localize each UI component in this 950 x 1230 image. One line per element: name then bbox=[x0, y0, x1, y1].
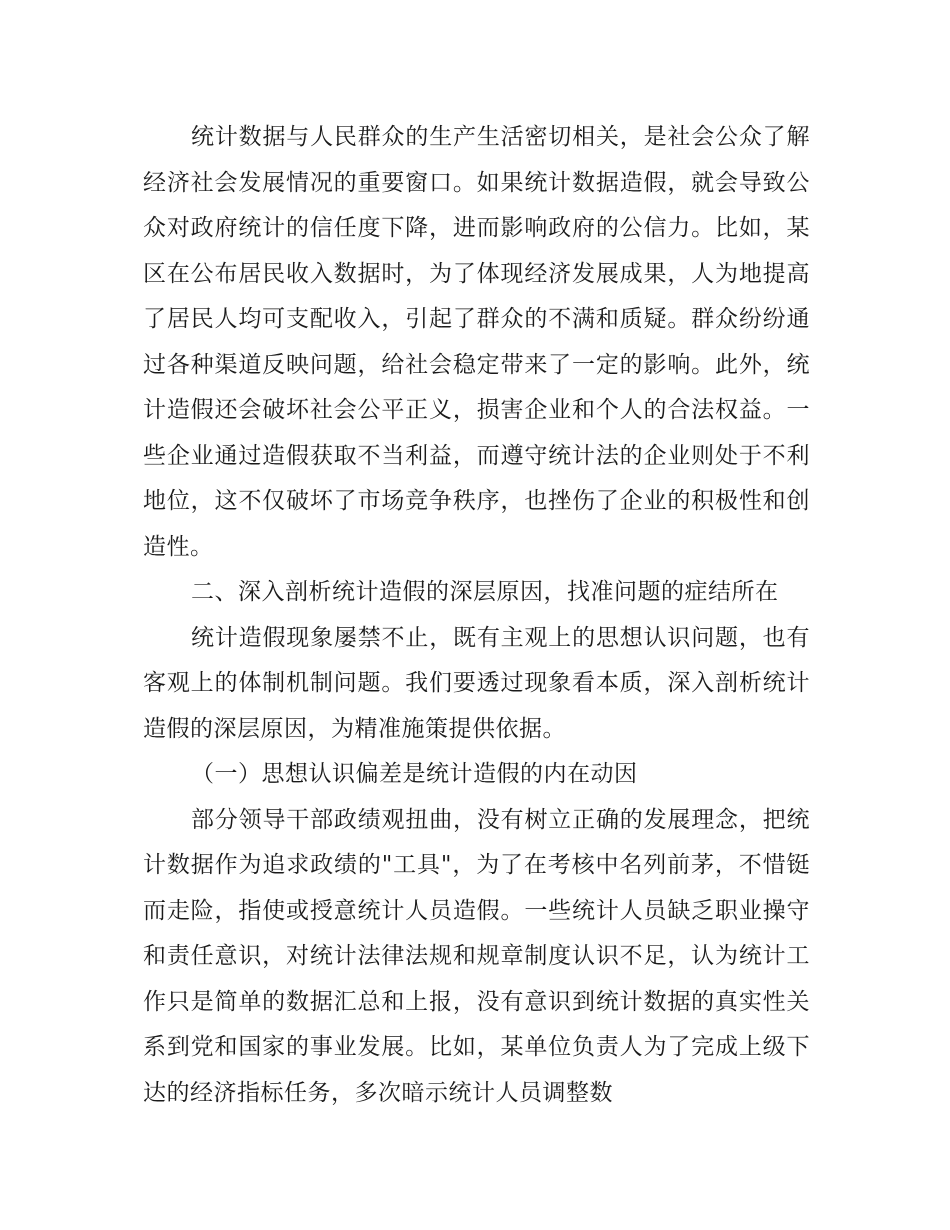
subsection-heading-ideological-bias: （一）思想认识偏差是统计造假的内在动因 bbox=[191, 761, 638, 787]
section-heading-deep-causes: 二、深入剖析统计造假的深层原因，找准问题的症结所在 bbox=[191, 579, 779, 605]
paragraph-statistics-public-trust: 统计数据与人民群众的生产生活密切相关，是社会公众了解经济社会发展情况的重要窗口。如果统计数据造假，就会导致公众对政府统计的信任度下降，进而影响政府的公信力。比如，某区在公布居民收入数据时，为了体现经济发展成果，人为地提高了居民人均可支配收入，引起了群众的不满和质疑。群众纷纷通过各种渠道反映问题，给社会稳定带来了一定的影响。此外，统计造假还会破坏社会公平正义，损害企业和个人的合法权益。一些企业通过造假获取不当利益，而遵守统计法的企业则处于不利地位，这不仅破坏了市场竞争秩序，也挫伤了企业的积极性和创造性。 bbox=[143, 124, 810, 560]
paragraph-causes-intro: 统计造假现象屡禁不止，既有主观上的思想认识问题，也有客观上的体制机制问题。我们要透过现象看本质，深入剖析统计造假的深层原因，为精准施策提供依据。 bbox=[143, 624, 810, 742]
document-body bbox=[143, 115, 810, 1116]
paragraph-performance-view: 部分领导干部政绩观扭曲，没有树立正确的发展理念，把统计数据作为追求政绩的"工具"，为了在考核中名列前茅，不惜铤而走险，指使或授意统计人员造假。一些统计人员缺乏职业操守和责任意识，对统计法律法规和规章制度认识不足，认为统计工作只是简单的数据汇总和上报，没有意识到统计数据的真实性关系到党和国家的事业发展。比如，某单位负责人为了完成上级下达的经济指标任务，多次暗示统计人员调整数 bbox=[143, 806, 810, 1106]
